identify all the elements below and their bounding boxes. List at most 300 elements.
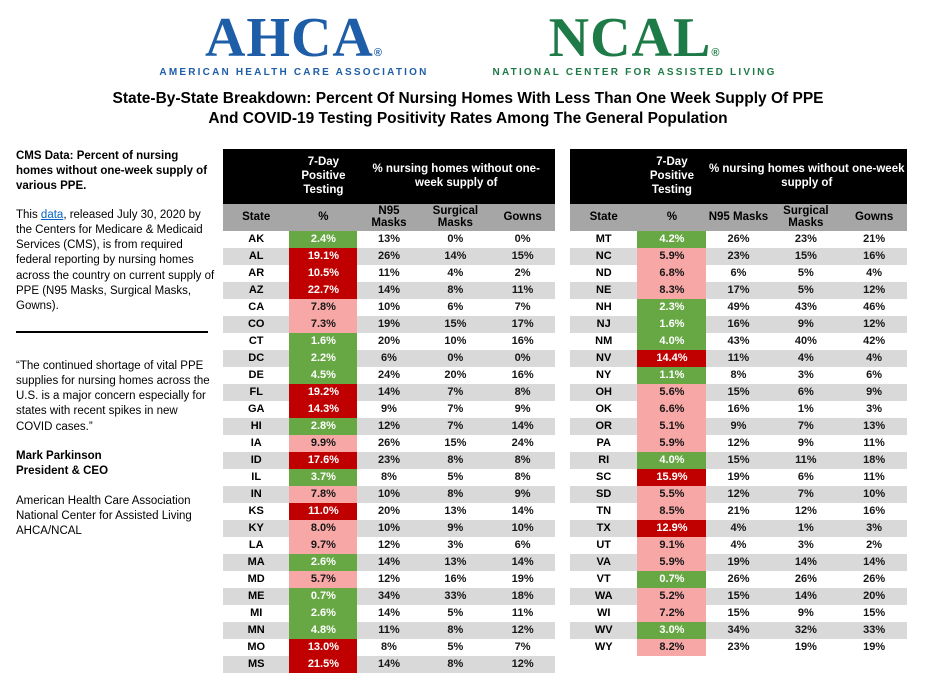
state-cell: SD	[570, 486, 637, 503]
ncal-wordmark	[493, 7, 777, 69]
attribution-title: President & CEO	[16, 465, 109, 478]
positivity-cell: 4.2%	[637, 231, 706, 248]
gowns-cell: 11%	[490, 282, 555, 299]
state-row	[570, 265, 907, 282]
surgical-cell: 7%	[421, 418, 491, 435]
positivity-cell: 5.7%	[289, 571, 357, 588]
surgical-cell: 8%	[421, 622, 491, 639]
n95-cell: 12%	[357, 418, 420, 435]
positivity-cell: 2.6%	[289, 605, 357, 622]
state-cell: AZ	[223, 282, 289, 299]
positivity-cell: 21.5%	[289, 656, 357, 673]
ceo-quote: “The continued shortage of vital PPE supplies for nursing homes across the U.S. is a major concern especially for states with recent spikes in new COVID cases.”	[16, 359, 210, 433]
positivity-cell: 5.9%	[637, 435, 706, 452]
state-row	[223, 316, 555, 333]
state-row	[223, 520, 555, 537]
surgical-cell: 15%	[770, 248, 841, 265]
organization-lines	[16, 494, 216, 540]
state-cell: KY	[223, 520, 289, 537]
ahca-logo-subtitle: AMERICAN HEALTH CARE ASSOCIATION	[159, 66, 429, 78]
state-cell: KS	[248, 505, 264, 518]
positivity-cell: 1.1%	[637, 367, 706, 384]
positive-testing-header: 7-Day Positive Testing	[637, 149, 706, 204]
positivity-cell: 4.0%	[637, 452, 706, 469]
surgical-cell: 3%	[447, 539, 464, 552]
ahca-wordmark	[159, 7, 428, 69]
state-row	[570, 639, 907, 656]
gowns-cell: 14%	[841, 554, 907, 571]
n95-cell: 10%	[377, 301, 400, 314]
surgical-cell: 8%	[421, 282, 491, 299]
surgical-cell: 43%	[794, 301, 817, 314]
state-row	[570, 231, 907, 248]
state-row	[223, 469, 555, 486]
n95-cell: 21%	[727, 505, 750, 518]
state-row	[223, 418, 555, 435]
n95-cell: 11%	[706, 350, 770, 367]
n95-cell: 14%	[357, 384, 420, 401]
gowns-cell: 18%	[490, 588, 555, 605]
state-cell: OK	[595, 403, 612, 416]
org-line-1: American Health Care Association	[16, 494, 191, 507]
state-row	[223, 571, 555, 588]
n95-cell: 26%	[377, 437, 400, 450]
ahca-logo	[159, 7, 429, 78]
state-cell: LA	[248, 539, 264, 552]
gowns-cell: 10%	[841, 486, 907, 503]
positivity-cell: 2.6%	[289, 554, 357, 571]
state-row	[223, 537, 555, 554]
gowns-cell: 9%	[841, 384, 907, 401]
gowns-cell: 12%	[841, 316, 907, 333]
surgical-cell: 8%	[421, 656, 491, 673]
surgical-cell: 6%	[797, 471, 814, 484]
state-cell: OR	[570, 418, 637, 435]
n95-cell: 34%	[357, 588, 420, 605]
gowns-cell: 16%	[511, 335, 534, 348]
state-cell: MT	[595, 233, 612, 246]
n95-cell: 12%	[377, 539, 400, 552]
state-row	[570, 486, 907, 503]
n95-cell: 13%	[377, 233, 400, 246]
gowns-cell: 19%	[511, 573, 534, 586]
surgical-cell: 9%	[421, 520, 491, 537]
n95-cell: 12%	[377, 573, 400, 586]
surgical-cell: 8%	[421, 452, 491, 469]
table-header-top-row	[223, 149, 555, 204]
attribution-name: Mark Parkinson	[16, 450, 102, 463]
state-row	[223, 248, 555, 265]
table-header-top-row	[570, 149, 907, 204]
surgical-cell: 7%	[447, 403, 464, 416]
gowns-cell: 16%	[511, 369, 534, 382]
state-row	[223, 656, 555, 673]
surgical-cell: 1%	[770, 520, 841, 537]
positivity-cell: 12.9%	[637, 520, 706, 537]
state-cell: NC	[570, 248, 637, 265]
gowns-cell: 0%	[514, 233, 531, 246]
positivity-cell: 5.5%	[637, 486, 706, 503]
gowns-cell: 3%	[841, 520, 907, 537]
pct-column-header: %	[637, 204, 706, 231]
state-row	[570, 384, 907, 401]
state-row	[570, 401, 907, 418]
state-row	[223, 401, 555, 418]
surgical-column-header: Surgical Masks	[770, 204, 841, 231]
state-row	[223, 554, 555, 571]
positivity-cell: 2.8%	[289, 418, 357, 435]
gowns-cell: 9%	[490, 486, 555, 503]
n95-cell: 16%	[706, 316, 770, 333]
gowns-cell: 16%	[863, 505, 886, 518]
n95-cell: 26%	[357, 248, 420, 265]
state-row	[570, 520, 907, 537]
n95-cell: 14%	[357, 282, 420, 299]
surgical-cell: 13%	[421, 554, 491, 571]
gowns-cell: 12%	[490, 656, 555, 673]
surgical-cell: 33%	[421, 588, 491, 605]
surgical-cell: 23%	[794, 233, 817, 246]
state-cell: WA	[570, 588, 637, 605]
surgical-cell: 1%	[797, 403, 814, 416]
gowns-cell: 12%	[841, 282, 907, 299]
header-logos	[0, 0, 936, 78]
gowns-cell: 3%	[866, 403, 883, 416]
gowns-cell: 4%	[841, 350, 907, 367]
main-content	[0, 149, 936, 673]
gowns-cell: 18%	[841, 452, 907, 469]
state-row	[223, 452, 555, 469]
surgical-cell: 0%	[447, 233, 464, 246]
positivity-cell: 17.6%	[289, 452, 357, 469]
state-row	[570, 537, 907, 554]
state-row	[570, 299, 907, 316]
surgical-cell: 9%	[797, 607, 814, 620]
sidebar-divider	[16, 331, 208, 333]
positivity-cell: 13.0%	[289, 639, 357, 656]
gowns-cell: 14%	[490, 418, 555, 435]
gowns-cell: 24%	[511, 437, 534, 450]
positivity-cell: 9.9%	[289, 435, 357, 452]
state-cell: CA	[248, 301, 265, 314]
state-row	[223, 384, 555, 401]
n95-cell: 8%	[381, 471, 397, 484]
positivity-cell: 4.5%	[289, 367, 357, 384]
state-cell: MI	[250, 607, 263, 620]
state-row	[570, 248, 907, 265]
surgical-cell: 11%	[770, 452, 841, 469]
positivity-cell: 8.2%	[637, 639, 706, 656]
state-row	[570, 316, 907, 333]
n95-cell: 20%	[377, 335, 400, 348]
state-cell: AK	[248, 233, 265, 246]
gowns-cell: 13%	[841, 418, 907, 435]
state-row	[570, 282, 907, 299]
n95-cell: 4%	[730, 539, 747, 552]
n95-cell: 14%	[357, 554, 420, 571]
state-row	[223, 435, 555, 452]
positivity-cell: 9.1%	[637, 537, 706, 554]
gowns-cell: 6%	[514, 539, 531, 552]
surgical-cell: 14%	[770, 588, 841, 605]
n95-cell: 10%	[357, 486, 420, 503]
state-row	[223, 333, 555, 350]
state-cell: NY	[596, 369, 612, 382]
ahca-wordmark-text: AHCA	[204, 7, 374, 69]
positivity-cell: 3.0%	[637, 622, 706, 639]
positivity-cell: 10.5%	[289, 265, 357, 282]
gowns-cell: 33%	[841, 622, 907, 639]
n95-column-header: N95 Masks	[357, 204, 420, 231]
surgical-cell: 7%	[770, 418, 841, 435]
page-title-line1: State-By-State Breakdown: Percent Of Nursing Homes With Less Than One Week Supply Of PPE	[112, 89, 824, 107]
n95-cell: 15%	[706, 384, 770, 401]
supply-header: % nursing homes without one-week supply of	[706, 149, 907, 204]
positivity-cell: 5.1%	[637, 418, 706, 435]
surgical-cell: 7%	[421, 384, 491, 401]
n95-cell: 19%	[727, 471, 750, 484]
positivity-cell: 5.9%	[637, 248, 706, 265]
gowns-cell: 19%	[863, 641, 886, 654]
state-cell: AR	[248, 267, 265, 280]
n95-cell: 20%	[377, 505, 400, 518]
gowns-cell: 6%	[866, 369, 883, 382]
state-cell: WY	[594, 641, 613, 654]
positivity-cell: 3.7%	[289, 469, 357, 486]
state-cell: TN	[596, 505, 612, 518]
gowns-cell: 11%	[863, 471, 885, 484]
positivity-cell: 11.0%	[289, 503, 357, 520]
surgical-cell: 5%	[797, 267, 814, 280]
n95-cell: 24%	[377, 369, 400, 382]
state-row	[570, 588, 907, 605]
positivity-cell: 14.4%	[637, 350, 706, 367]
surgical-cell: 3%	[797, 539, 814, 552]
state-row	[223, 639, 555, 656]
n95-cell: 19%	[706, 554, 770, 571]
positivity-cell: 0.7%	[637, 571, 706, 588]
state-cell: MS	[223, 656, 289, 673]
state-row	[223, 265, 555, 282]
n95-cell: 15%	[727, 607, 750, 620]
state-cell: MD	[247, 573, 265, 586]
org-line-2: National Center for Assisted Living	[16, 509, 192, 522]
gowns-cell: 16%	[841, 248, 907, 265]
state-cell: DE	[248, 369, 264, 382]
ncal-registered-mark: ®	[711, 47, 721, 59]
n95-cell: 26%	[727, 233, 750, 246]
surgical-cell: 5%	[447, 471, 464, 484]
surgical-cell: 4%	[770, 350, 841, 367]
gowns-cell: 11%	[511, 607, 534, 620]
state-cell: MN	[223, 622, 289, 639]
n95-cell: 26%	[727, 573, 750, 586]
state-cell: MA	[223, 554, 289, 571]
positivity-cell: 4.0%	[637, 333, 706, 350]
state-row	[223, 231, 555, 248]
positivity-cell: 0.7%	[289, 588, 357, 605]
surgical-cell: 5%	[447, 641, 464, 654]
surgical-cell: 26%	[794, 573, 817, 586]
surgical-cell: 32%	[770, 622, 841, 639]
state-row	[570, 418, 907, 435]
sidebar-heading: CMS Data: Percent of nursing homes without one-week supply of various PPE.	[16, 149, 208, 193]
positivity-cell: 8.0%	[289, 520, 357, 537]
state-cell: AL	[223, 248, 289, 265]
n95-cell: 19%	[357, 316, 420, 333]
n95-cell: 23%	[727, 641, 750, 654]
positivity-cell: 2.4%	[289, 231, 357, 248]
state-cell: IA	[250, 437, 262, 450]
state-cell: NV	[570, 350, 637, 367]
surgical-cell: 6%	[447, 301, 464, 314]
state-row	[223, 503, 555, 520]
gowns-cell: 20%	[841, 588, 907, 605]
state-row	[570, 605, 907, 622]
state-cell: RI	[570, 452, 637, 469]
state-cell: CT	[248, 335, 264, 348]
state-cell: WI	[596, 607, 611, 620]
gowns-cell: 14%	[511, 505, 534, 518]
surgical-cell: 5%	[447, 607, 464, 620]
surgical-cell: 3%	[797, 369, 814, 382]
positivity-cell: 7.8%	[289, 486, 357, 503]
gowns-cell: 26%	[863, 573, 886, 586]
n95-cell: 11%	[378, 267, 400, 280]
ncal-logo	[492, 7, 777, 78]
surgical-cell: 15%	[444, 437, 467, 450]
gowns-cell: 10%	[490, 520, 555, 537]
state-row	[223, 486, 555, 503]
gowns-cell: 7%	[514, 301, 531, 314]
positivity-cell: 6.8%	[637, 265, 706, 282]
state-row	[223, 299, 555, 316]
positivity-cell: 2.3%	[637, 299, 706, 316]
positivity-cell: 5.9%	[637, 554, 706, 571]
positivity-cell: 8.3%	[637, 282, 706, 299]
surgical-cell: 5%	[770, 282, 841, 299]
surgical-cell: 12%	[794, 505, 817, 518]
gowns-cell: 8%	[490, 452, 555, 469]
positivity-cell: 5.2%	[637, 588, 706, 605]
positivity-cell: 1.6%	[289, 333, 357, 350]
surgical-cell: 9%	[797, 437, 814, 450]
gowns-cell: 21%	[863, 233, 886, 246]
surgical-cell: 10%	[444, 335, 467, 348]
gowns-cell: 46%	[863, 301, 886, 314]
n95-cell: 8%	[730, 369, 747, 382]
positivity-cell: 8.5%	[637, 503, 706, 520]
surgical-cell: 20%	[444, 369, 467, 382]
gowns-column-header: Gowns	[841, 204, 907, 231]
positivity-cell: 7.3%	[289, 316, 357, 333]
n95-cell: 14%	[357, 656, 420, 673]
table-header-sub-row	[223, 204, 555, 231]
surgical-cell: 4%	[447, 267, 464, 280]
n95-cell: 34%	[706, 622, 770, 639]
n95-cell: 17%	[706, 282, 770, 299]
state-cell: UT	[596, 539, 612, 552]
positivity-cell: 1.6%	[637, 316, 706, 333]
positivity-cell: 4.8%	[289, 622, 357, 639]
positivity-cell: 19.2%	[289, 384, 357, 401]
positivity-cell: 7.2%	[637, 605, 706, 622]
surgical-cell: 0%	[421, 350, 491, 367]
gowns-cell: 8%	[514, 471, 531, 484]
supply-header: % nursing homes without one-week supply of	[357, 149, 555, 204]
n95-cell: 12%	[727, 437, 750, 450]
positivity-cell: 22.7%	[289, 282, 357, 299]
n95-cell: 4%	[706, 520, 770, 537]
n95-cell: 23%	[357, 452, 420, 469]
positive-testing-header: 7-Day Positive Testing	[289, 149, 357, 204]
gowns-cell: 7%	[514, 641, 531, 654]
state-cell: PA	[596, 437, 611, 450]
state-column-header: State	[223, 204, 289, 231]
surgical-cell: 40%	[794, 335, 817, 348]
n95-cell: 8%	[381, 641, 397, 654]
gowns-cell: 15%	[490, 248, 555, 265]
surgical-cell: 15%	[421, 316, 491, 333]
state-cell: HI	[223, 418, 289, 435]
state-cell: NM	[595, 335, 613, 348]
table-header-sub-row	[570, 204, 907, 231]
state-row	[570, 435, 907, 452]
state-cell: OH	[570, 384, 637, 401]
n95-cell: 49%	[727, 301, 750, 314]
state-cell: ID	[223, 452, 289, 469]
page-title-line2: And COVID-19 Testing Positivity Rates Among The General Population	[208, 109, 728, 127]
n95-cell: 11%	[357, 622, 420, 639]
state-row	[570, 503, 907, 520]
state-row	[570, 571, 907, 588]
gowns-cell: 42%	[863, 335, 886, 348]
ahca-registered-mark: ®	[373, 47, 383, 59]
data-link[interactable]: data	[40, 208, 64, 221]
surgical-cell: 16%	[444, 573, 467, 586]
state-cell: IL	[251, 471, 262, 484]
n95-cell: 6%	[357, 350, 420, 367]
header-spacer-cell	[223, 149, 289, 204]
surgical-cell: 9%	[770, 316, 841, 333]
state-row	[570, 367, 907, 384]
state-cell: IN	[223, 486, 289, 503]
gowns-cell: 2%	[514, 267, 531, 280]
surgical-cell: 7%	[770, 486, 841, 503]
gowns-cell: 9%	[514, 403, 531, 416]
n95-cell: 12%	[706, 486, 770, 503]
state-row	[570, 452, 907, 469]
positivity-cell: 6.6%	[637, 401, 706, 418]
state-row	[570, 622, 907, 639]
sidebar	[16, 149, 216, 540]
positivity-cell: 9.7%	[289, 537, 357, 554]
positivity-cell: 5.6%	[637, 384, 706, 401]
state-cell: SC	[596, 471, 612, 484]
positivity-cell: 2.2%	[289, 350, 357, 367]
sidebar-paragraph	[16, 208, 216, 315]
surgical-cell: 14%	[770, 554, 841, 571]
state-row	[223, 282, 555, 299]
state-cell: WV	[570, 622, 637, 639]
state-cell: NH	[595, 301, 612, 314]
n95-cell: 43%	[727, 335, 750, 348]
ncal-wordmark-text: NCAL	[548, 7, 712, 69]
state-cell: FL	[223, 384, 289, 401]
state-row	[570, 469, 907, 486]
surgical-cell: 13%	[444, 505, 467, 518]
ppe-table-left	[223, 149, 555, 673]
